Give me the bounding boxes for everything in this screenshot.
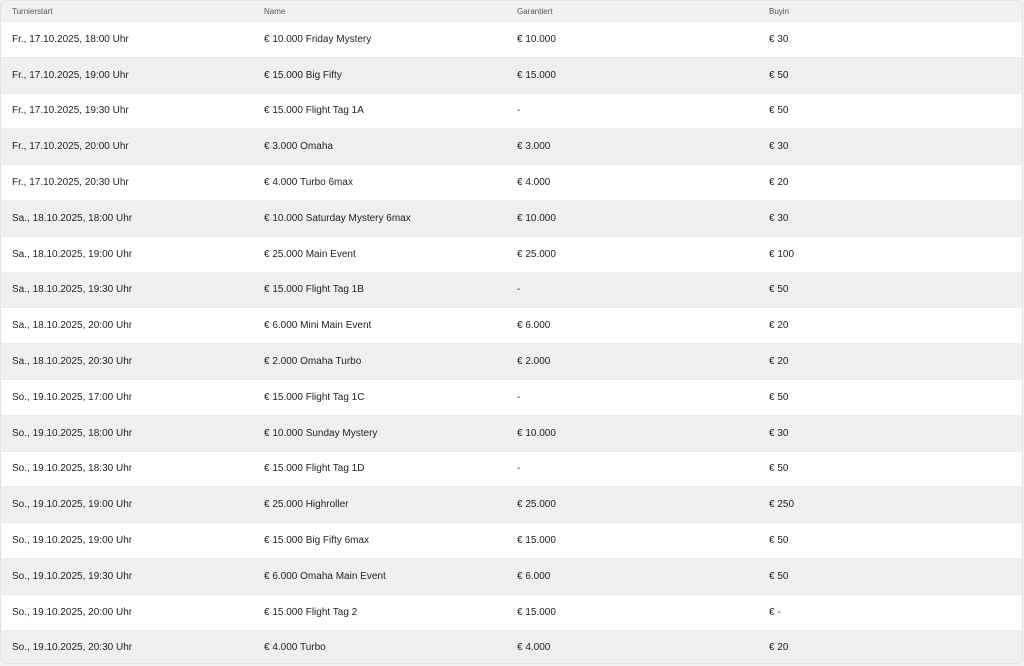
table-row[interactable] [1,164,1022,200]
cell-start: So., 19.10.2025, 18:30 Uhr [12,463,133,475]
table-row[interactable] [1,93,1022,129]
table-row[interactable] [1,307,1022,343]
cell-buyin: € 250 [769,499,795,511]
table-row[interactable] [1,558,1022,594]
cell-buyin: € 30 [769,427,789,439]
table-row[interactable] [1,200,1022,236]
cell-name: € 25.000 Main Event [264,248,356,260]
cell-buyin: € 50 [769,535,789,547]
cell-guaranteed: € 25.000 [517,499,556,511]
cell-start: Fr., 17.10.2025, 20:00 Uhr [12,141,129,153]
cell-name: € 10.000 Saturday Mystery 6max [264,212,411,224]
cell-start: Sa., 18.10.2025, 20:30 Uhr [12,356,133,368]
cell-name: € 6.000 Mini Main Event [264,320,372,332]
cell-start: So., 19.10.2025, 20:30 Uhr [12,642,133,654]
cell-name: € 15.000 Flight Tag 1C [264,391,365,403]
cell-name: € 10.000 Sunday Mystery [264,427,378,439]
table-row[interactable] [1,522,1022,558]
cell-start: Fr., 17.10.2025, 19:00 Uhr [12,69,129,81]
cell-guaranteed: - [517,463,521,475]
table-row[interactable] [1,57,1022,93]
cell-guaranteed: - [517,391,521,403]
table-row[interactable] [1,451,1022,487]
cell-buyin: € 20 [769,642,789,654]
table-row[interactable] [1,379,1022,415]
cell-start: Sa., 18.10.2025, 19:30 Uhr [12,284,133,296]
cell-name: € 15.000 Big Fifty [264,69,342,81]
cell-guaranteed: € 4.000 [517,177,551,189]
cell-guaranteed: € 15.000 [517,535,556,547]
cell-name: € 4.000 Turbo 6max [264,177,353,189]
cell-buyin: € 20 [769,356,789,368]
cell-buyin: € 100 [769,248,795,260]
cell-start: Sa., 18.10.2025, 19:00 Uhr [12,248,133,260]
cell-name: € 10.000 Friday Mystery [264,33,372,45]
cell-buyin: € 30 [769,141,789,153]
cell-buyin: € - [769,606,781,618]
cell-start: So., 19.10.2025, 18:00 Uhr [12,427,133,439]
cell-buyin: € 20 [769,320,789,332]
table-row[interactable] [1,486,1022,522]
cell-start: So., 19.10.2025, 19:00 Uhr [12,499,133,511]
cell-guaranteed: - [517,105,521,117]
cell-start: So., 19.10.2025, 17:00 Uhr [12,391,133,403]
cell-start: Sa., 18.10.2025, 20:00 Uhr [12,320,133,332]
cell-guaranteed: € 10.000 [517,427,556,439]
cell-start: Sa., 18.10.2025, 18:00 Uhr [12,212,133,224]
cell-buyin: € 50 [769,284,789,296]
table-row[interactable] [1,630,1022,664]
table-row[interactable] [1,272,1022,308]
cell-start: So., 19.10.2025, 19:30 Uhr [12,570,133,582]
header-buyin[interactable]: Buyin [769,6,790,16]
cell-buyin: € 50 [769,105,789,117]
cell-name: € 3.000 Omaha [264,141,333,153]
cell-buyin: € 30 [769,33,789,45]
table-row[interactable] [1,594,1022,630]
cell-name: € 15.000 Flight Tag 1A [264,105,364,117]
cell-buyin: € 30 [769,212,789,224]
cell-buyin: € 50 [769,463,789,475]
cell-name: € 15.000 Flight Tag 1D [264,463,365,475]
cell-name: € 15.000 Flight Tag 1B [264,284,364,296]
cell-guaranteed: € 6.000 [517,570,551,582]
cell-name: € 15.000 Big Fifty 6max [264,535,370,547]
cell-start: Fr., 17.10.2025, 20:30 Uhr [12,177,129,189]
cell-buyin: € 50 [769,69,789,81]
table-row[interactable] [1,343,1022,379]
table-row[interactable] [1,415,1022,451]
table-header [1,1,1022,21]
header-start[interactable]: Turnierstart [12,6,53,16]
cell-name: € 15.000 Flight Tag 2 [264,606,358,618]
cell-guaranteed: € 4.000 [517,642,551,654]
cell-start: So., 19.10.2025, 20:00 Uhr [12,606,133,618]
cell-guaranteed: € 15.000 [517,69,556,81]
header-name[interactable]: Name [264,6,286,16]
cell-buyin: € 50 [769,391,789,403]
table-body [1,21,1022,664]
cell-start: So., 19.10.2025, 19:00 Uhr [12,535,133,547]
cell-guaranteed: € 10.000 [517,212,556,224]
cell-name: € 25.000 Highroller [264,499,349,511]
cell-name: € 4.000 Turbo [264,642,326,654]
table-row[interactable] [1,128,1022,164]
cell-guaranteed: € 10.000 [517,33,556,45]
cell-buyin: € 50 [769,570,789,582]
cell-guaranteed: € 6.000 [517,320,551,332]
cell-guaranteed: € 2.000 [517,356,551,368]
cell-buyin: € 20 [769,177,789,189]
cell-guaranteed: - [517,284,521,296]
cell-guaranteed: € 25.000 [517,248,556,260]
cell-guaranteed: € 3.000 [517,141,551,153]
cell-guaranteed: € 15.000 [517,606,556,618]
cell-name: € 6.000 Omaha Main Event [264,570,386,582]
cell-start: Fr., 17.10.2025, 19:30 Uhr [12,105,129,117]
cell-name: € 2.000 Omaha Turbo [264,356,362,368]
table-row[interactable] [1,236,1022,272]
cell-start: Fr., 17.10.2025, 18:00 Uhr [12,33,129,45]
header-guaranteed[interactable]: Garantiert [517,6,553,16]
table-row[interactable] [1,21,1022,57]
